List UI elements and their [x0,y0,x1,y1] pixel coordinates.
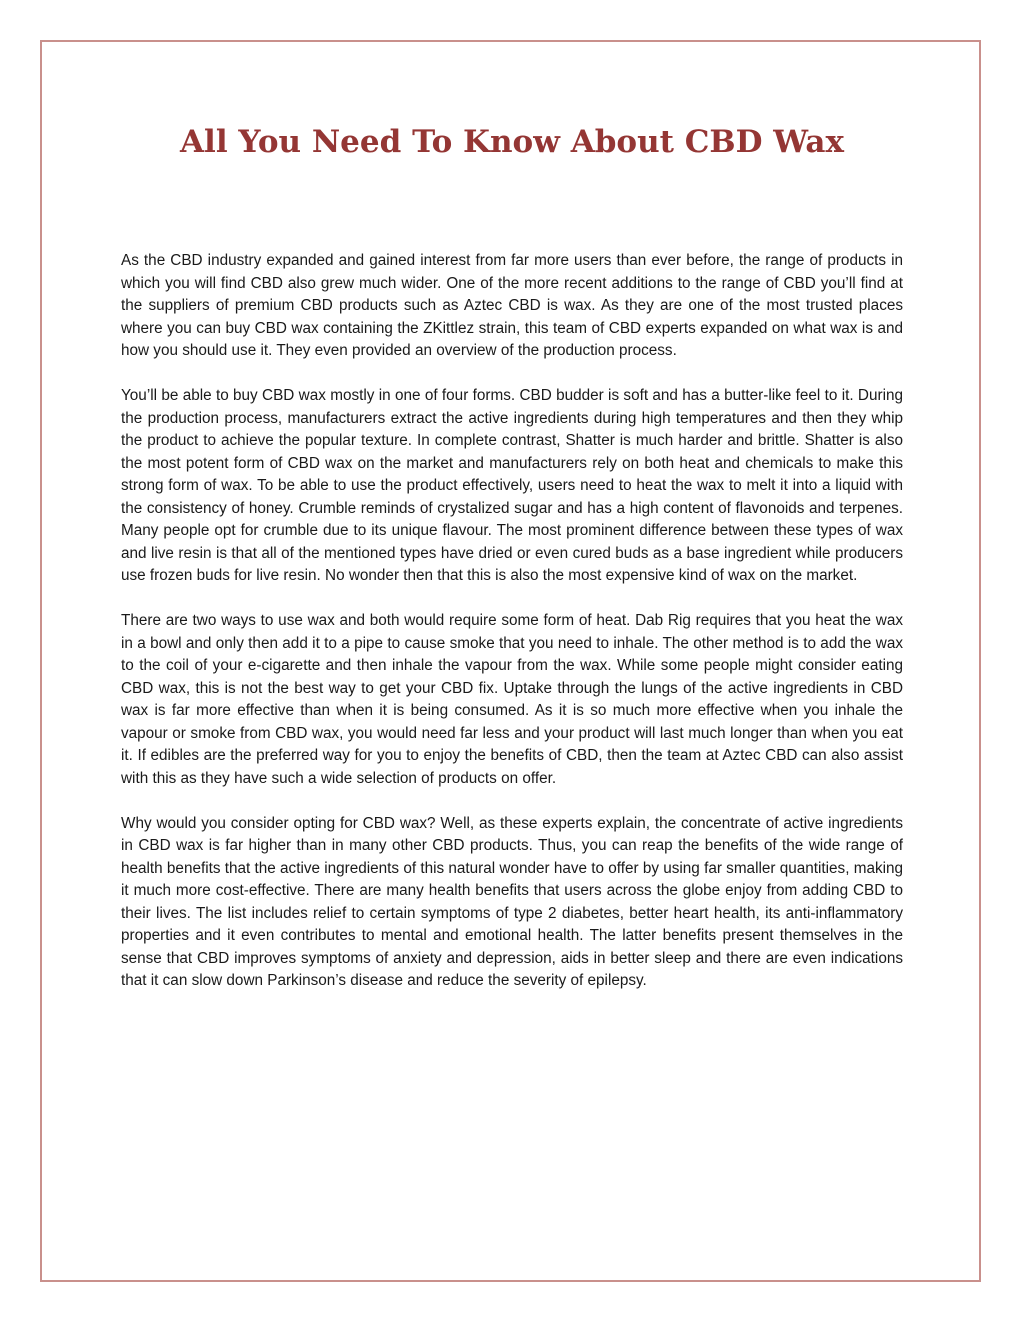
paragraph-intro: As the CBD industry expanded and gained interest from far more users than ever before, the range of products in which you will find CBD also grew much wider. One of the more recent additions to the range of CBD you’ll find at the suppliers of premium CBD products such as Aztec CBD is wax. As they are one of the most trusted places where you can buy CBD wax containing the ZKittlez strain, this team of CBD experts expanded on what wax is and how you should use it. They even provided an overview of the production process. [121,252,903,359]
paragraph-usage: There are two ways to use wax and both would require some form of heat. Dab Rig requires that you heat the wax in a bowl and only then add it to a pipe to cause smoke that you need to inhale. The other method is to add the wax to the coil of your e-cigarette and then inhale the vapour from the wax. While some people might consider eating CBD wax, this is not the best way to get your CBD fix. Uptake through the lungs of the active ingredients in CBD wax is far more effective than when it is being consumed. As it is so much more effective when you inhale the vapour or smoke from CBD wax, you would need far less and your product will last much longer than when you eat it. If edibles are the preferred way for you to enjoy the benefits of CBD, then the team at Aztec CBD can also assist with this as they have such a wide selection of products on offer. [121,612,903,787]
paragraph-benefits: Why would you consider opting for CBD wax? Well, as these experts explain, the concentrate of active ingredients in CBD wax is far higher than in many other CBD products. Thus, you can reap the benefits of the wide range of health benefits that the active ingredients of this natural wonder have to offer by using far smaller quantities, making it much more cost-effective. There are many health benefits that users across the globe enjoy from adding CBD to their lives. The list includes relief to certain symptoms of type 2 diabetes, better heart health, its anti-inflammatory properties and it even contributes to mental and emotional health. The latter benefits present themselves in the sense that CBD improves symptoms of anxiety and depression, aids in better sleep and there are even indications that it can slow down Parkinson’s disease and reduce the severity of epilepsy. [121,814,904,989]
page-title: All You Need To Know About CBD Wax [179,124,844,160]
paragraph-wax-forms: You’ll be able to buy CBD wax mostly in one of four forms. CBD budder is soft and has a butter-like feel to it. During the production process, manufacturers extract the active ingredients during high temperatures and then they whip the product to achieve the popular texture. In complete contrast, Shatter is much harder and brittle. Shatter is also the most potent form of CBD wax on the market and manufacturers rely on both heat and chemicals to make this strong form of wax. To be able to use the product effectively, users need to heat the wax to melt it into a liquid with the consistency of honey. Crumble reminds of crystalized sugar and has a high content of flavonoids and terpenes. Many people opt for crumble due to its unique flavour. The most prominent difference between these types of wax and live resin is that all of the mentioned types have dried or even cured buds as a base ingredient while producers use frozen buds for live resin. No wonder then that this is also the most expensive kind of wax on the market. [121,387,903,584]
article-body [121,250,903,993]
